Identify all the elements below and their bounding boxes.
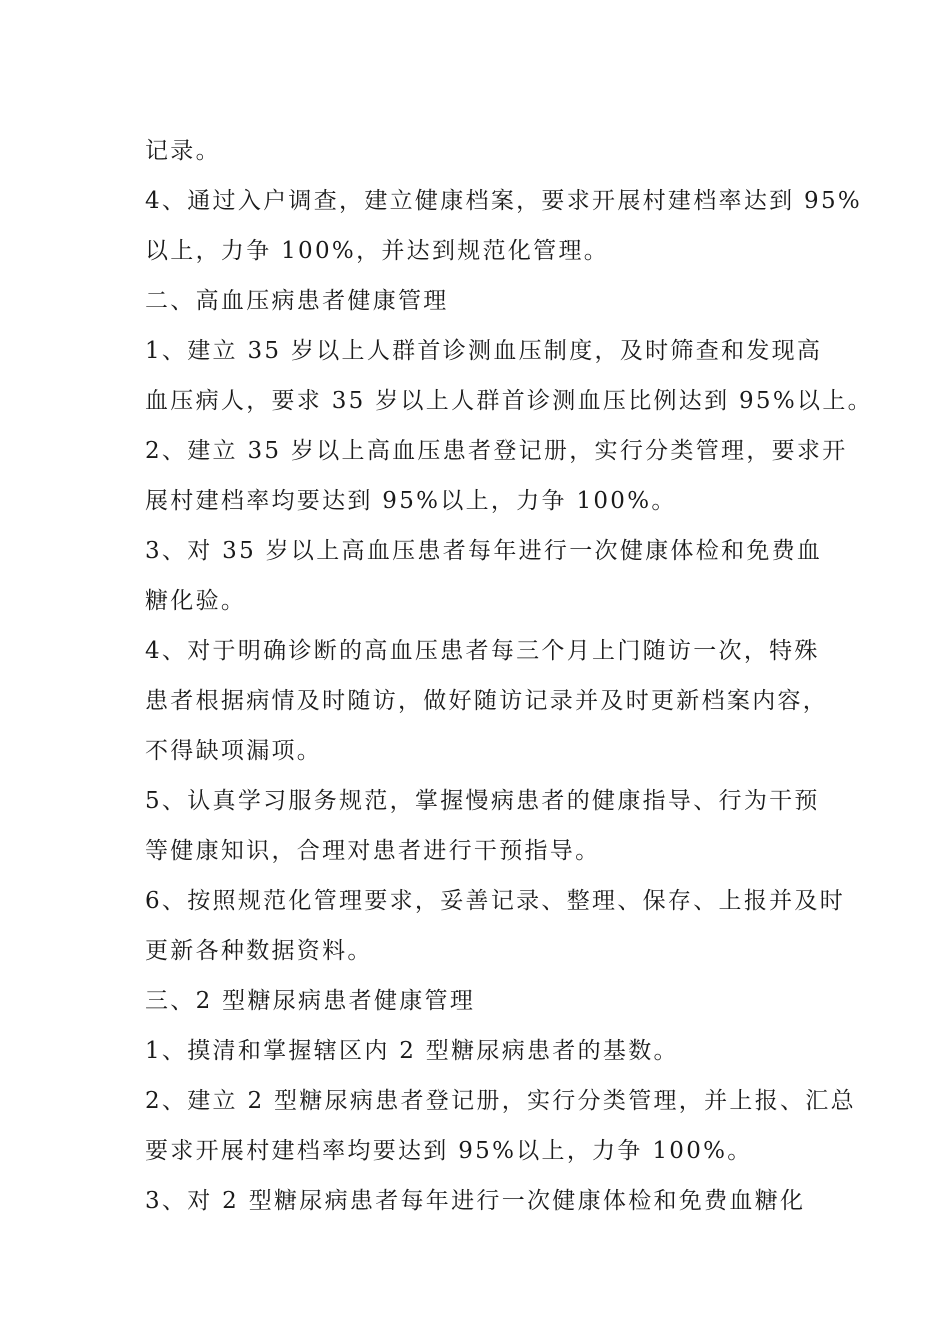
- text-line: 1、摸清和掌握辖区内 2 型糖尿病患者的基数。: [145, 1038, 679, 1064]
- text-line: 6、按照规范化管理要求，妥善记录、整理、保存、上报并及时: [145, 888, 846, 914]
- text-line: 展村建档率均要达到 95%以上，力争 100%。: [145, 488, 677, 514]
- text-line: 要求开展村建档率均要达到 95%以上，力争 100%。: [145, 1138, 753, 1164]
- section-heading: 二、高血压病患者健康管理: [145, 288, 449, 314]
- text-line: 2、建立 35 岁以上高血压患者登记册，实行分类管理，要求开: [145, 438, 848, 464]
- text-line: 血压病人，要求 35 岁以上人群首诊测血压比例达到 95%以上。: [145, 388, 873, 414]
- text-line: 等健康知识，合理对患者进行干预指导。: [145, 838, 601, 864]
- text-line: 4、对于明确诊断的高血压患者每三个月上门随访一次，特殊: [145, 638, 820, 664]
- text-line: 以上，力争 100%，并达到规范化管理。: [145, 238, 610, 264]
- text-line: 1、建立 35 岁以上人群首诊测血压制度，及时筛查和发现高: [145, 338, 823, 364]
- text-line: 5、认真学习服务规范，掌握慢病患者的健康指导、行为干预: [145, 788, 820, 814]
- text-line: 糖化验。: [145, 588, 247, 614]
- text-line: 更新各种数据资料。: [145, 938, 373, 964]
- text-line: 4、通过入户调查，建立健康档案，要求开展村建档率达到 95%: [145, 188, 863, 214]
- text-line: 3、对 2 型糖尿病患者每年进行一次健康体检和免费血糖化: [145, 1188, 806, 1214]
- text-line: 不得缺项漏项。: [145, 738, 323, 764]
- text-line: 2、建立 2 型糖尿病患者登记册，实行分类管理，并上报、汇总: [145, 1088, 856, 1114]
- text-line: 患者根据病情及时随访，做好随访记录并及时更新档案内容，: [145, 688, 829, 714]
- text-line: 3、对 35 岁以上高血压患者每年进行一次健康体检和免费血: [145, 538, 823, 564]
- section-heading: 三、2 型糖尿病患者健康管理: [145, 988, 476, 1014]
- text-line: 记录。: [145, 138, 221, 164]
